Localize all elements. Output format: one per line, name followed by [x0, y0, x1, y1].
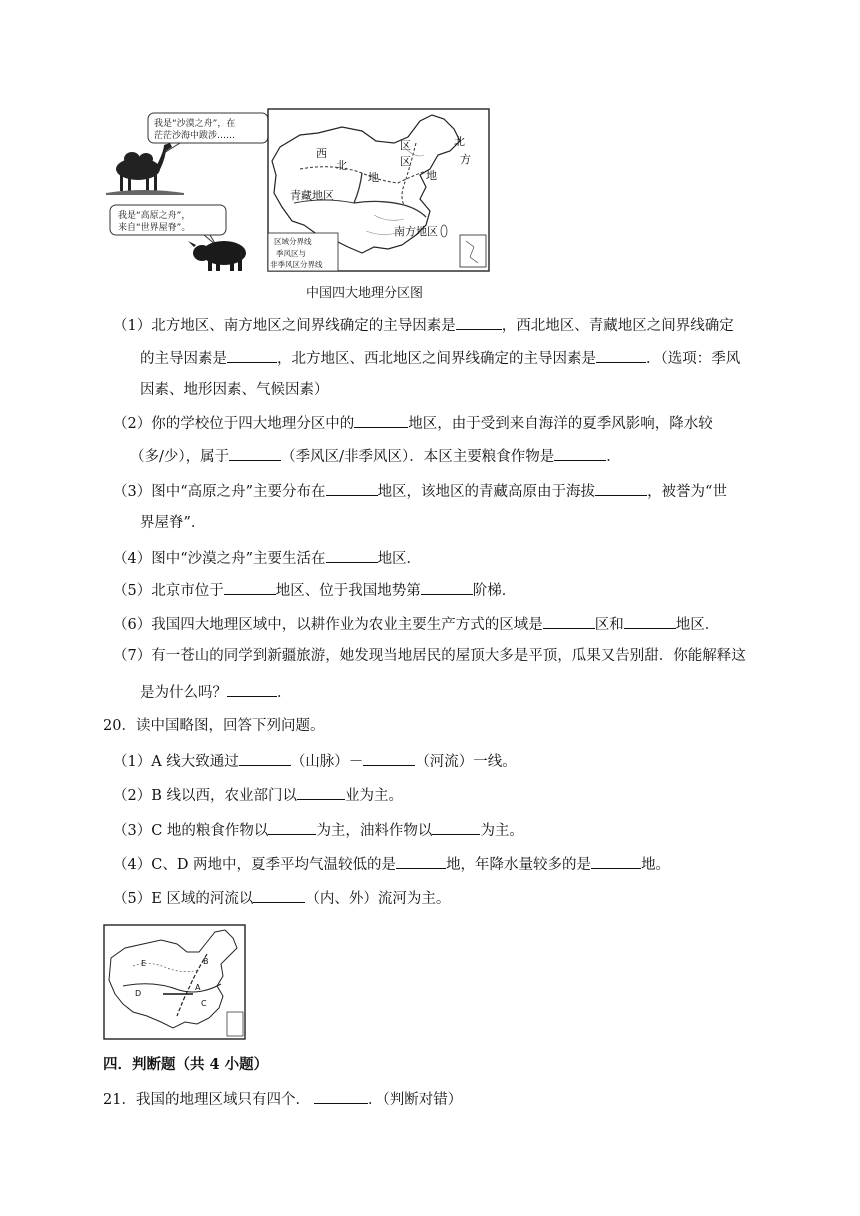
legend-region-boundary: 区域分界线 [274, 237, 312, 246]
map-label-north-3: 地 [426, 169, 437, 182]
map-label-northwest-1: 西 [316, 147, 327, 160]
q20-4: （4）C、D 两地中，夏季平均气温较低的是 地，年降水量较多的是 地。 [113, 853, 670, 875]
map-label-B: B [203, 957, 209, 966]
legend-monsoon-1: 季风区与 [276, 249, 306, 258]
q20-5: （5）E 区域的河流以 （内、外）流河为主。 [113, 887, 450, 909]
map-label-northwest-3: 地 [368, 171, 379, 184]
china-regions-map [268, 109, 489, 271]
q19-6: （6）我国四大地理区域中，以耕作业为农业主要生产方式的区域是 区和 地区． [113, 613, 719, 635]
answer-blank[interactable] [543, 613, 595, 629]
map-label-north-2: 方 [460, 153, 471, 166]
q19-7-line1: （7）有一苍山的同学到新疆旅游，她发现当地居民的屋顶大多是平顶，瓜果又告别甜．你能解释这 [113, 648, 746, 664]
q20-stem: 20．读中国略图，回答下列问题。 [103, 718, 325, 734]
answer-blank[interactable] [595, 480, 647, 496]
answer-blank[interactable] [224, 579, 276, 595]
map-label-A: A [195, 983, 201, 992]
answer-blank[interactable] [314, 1088, 368, 1104]
answer-blank[interactable] [239, 750, 291, 766]
map-legend [268, 233, 338, 271]
q19-7-line2: 是为什么吗？ ． [140, 681, 292, 703]
camel-icon [106, 143, 184, 195]
map-label-D: D [135, 989, 142, 998]
yak-bubble-line1: 我是“高原之舟”， [118, 211, 191, 221]
q19-1-line3: 因素、地形因素、气候因素） [140, 382, 329, 398]
q19-5: （5）北京市位于 地区、位于我国地势第 阶梯． [113, 579, 516, 601]
q19-4: （4）图中“沙漠之舟”主要生活在 地区． [113, 547, 421, 569]
china-sketch-map [103, 924, 246, 1040]
map-label-E: E [141, 959, 147, 968]
q21: 21．我国的地理区域只有四个． ．（判断对错） [103, 1088, 462, 1110]
answer-blank[interactable] [253, 887, 305, 903]
answer-blank[interactable] [363, 750, 415, 766]
answer-blank[interactable] [227, 347, 277, 363]
camel-bubble-line1: 我是“沙漠之舟”，在 [154, 119, 236, 129]
q19-1-line2: 的主导因素是 ，北方地区、西北地区之间界线确定的主导因素是 ．（选项：季风 [140, 347, 740, 369]
map-label-north-4: 区 [400, 139, 411, 152]
yak-speech-bubble [110, 205, 226, 245]
q20-2: （2）B 线以西，农业部门以 业为主。 [113, 784, 403, 806]
yak-icon [188, 241, 246, 271]
answer-blank[interactable] [421, 579, 473, 595]
answer-blank[interactable] [596, 347, 646, 363]
q20-1: （1）A 线大致通过 （山脉）－ （河流）一线。 [113, 750, 517, 772]
legend-monsoon-2: 非季风区分界线 [270, 260, 323, 269]
figure-caption: 中国四大地理分区图 [306, 286, 424, 301]
yak-bubble-line2: 来自“世界屋脊”。 [118, 223, 191, 233]
map-label-north-1: 北 [454, 135, 465, 148]
answer-blank[interactable] [456, 314, 502, 330]
q20-3: （3）C 地的粮食作物以 为主，油料作物以 为主。 [113, 819, 524, 841]
q19-2-line2: （多/少），属于 （季风区/非季风区）．本区主要粮食作物是 ． [130, 445, 621, 467]
q19-3-line1: （3）图中“高原之舟”主要分布在 地区，该地区的青藏高原由于海拔 ，被誉为“世 [113, 480, 727, 502]
answer-blank[interactable] [297, 784, 345, 800]
camel-bubble-line2: 茫茫沙海中跋涉…… [154, 131, 236, 141]
answer-blank[interactable] [396, 853, 446, 869]
map-label-northwest-4: 区 [400, 155, 411, 168]
answer-blank[interactable] [326, 480, 378, 496]
four-regions-figure [104, 107, 490, 273]
map-label-C: C [201, 999, 207, 1008]
map-label-northwest-2: 北 [336, 159, 347, 172]
section-heading: 四．判断题（共 4 小题） [103, 1056, 269, 1073]
map-label-south: 南方地区 [394, 225, 438, 238]
answer-blank[interactable] [326, 547, 378, 563]
answer-blank[interactable] [624, 613, 676, 629]
q19-3-line2: 界屋脊”． [140, 515, 206, 531]
answer-blank[interactable] [354, 412, 408, 428]
q19-2-line1: （2）你的学校位于四大地理分区中的 地区，由于受到来自海洋的夏季风影响，降水较 [113, 412, 713, 434]
answer-blank[interactable] [268, 819, 316, 835]
answer-blank[interactable] [229, 445, 281, 461]
answer-blank[interactable] [227, 681, 277, 697]
map-label-qingzang: 青藏地区 [290, 189, 334, 202]
q19-1-line1: （1）北方地区、南方地区之间界线确定的主导因素是 ，西北地区、青藏地区之间界线确定 [113, 314, 734, 336]
answer-blank[interactable] [554, 445, 606, 461]
answer-blank[interactable] [591, 853, 641, 869]
answer-blank[interactable] [432, 819, 480, 835]
